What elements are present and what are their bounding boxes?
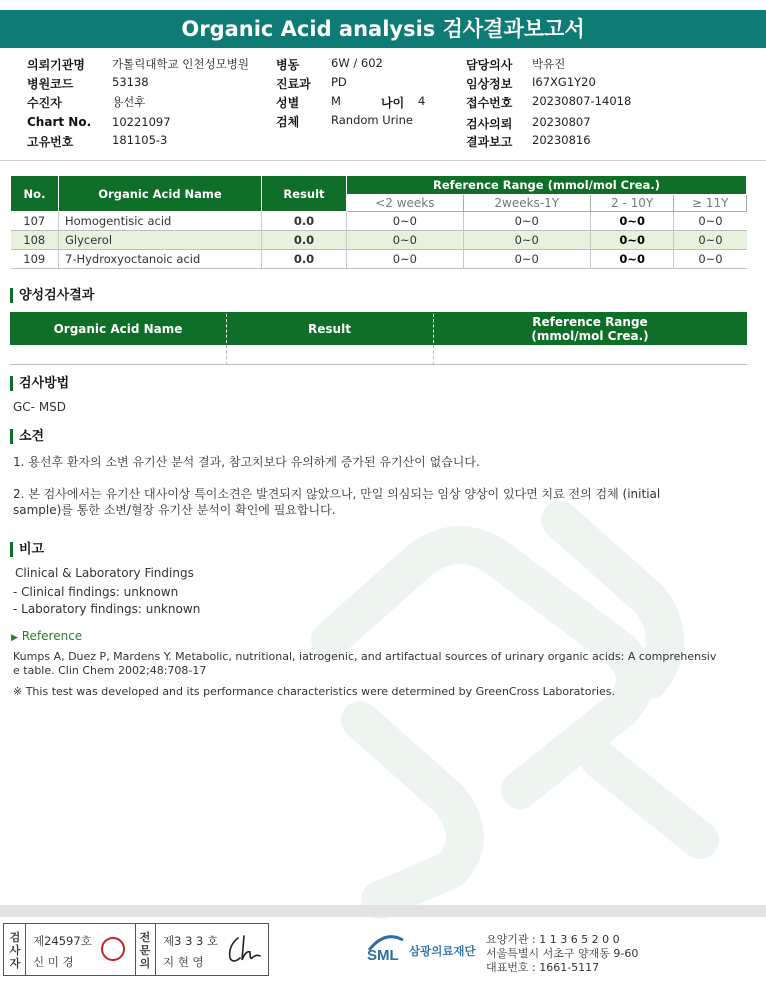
row-ref: 0~0 bbox=[590, 231, 674, 250]
reference-note: ※ This test was developed and its performance characteristics were determined by GreenCross Laboratories. bbox=[13, 685, 616, 698]
handwritten-signature bbox=[224, 932, 266, 968]
ref-col-2weeks-1y: 2weeks-1Y bbox=[463, 194, 590, 212]
footer-band bbox=[0, 905, 766, 917]
pos-header-name: Organic Acid Name bbox=[53, 321, 183, 336]
lab-abbr: SML bbox=[367, 947, 399, 964]
row-name: Homogentisic acid bbox=[59, 212, 262, 231]
value-doctor: 박유진 bbox=[532, 57, 566, 71]
row-ref: 0~0 bbox=[590, 212, 674, 231]
sign2-name: 지 현 영 bbox=[163, 955, 204, 969]
value-receipt-no: 20230807-14018 bbox=[532, 94, 632, 108]
row-no: 108 bbox=[11, 231, 59, 250]
label-department: 진료과 bbox=[276, 77, 311, 91]
value-patient: 용선후 bbox=[112, 95, 146, 109]
sign1-role-2: 사 bbox=[9, 944, 21, 957]
value-request-date: 20230807 bbox=[532, 115, 591, 129]
table-row bbox=[11, 250, 747, 269]
row-ref: 0~0 bbox=[347, 250, 464, 269]
signature-box bbox=[3, 923, 269, 976]
label-request-date: 검사의뢰 bbox=[466, 117, 513, 131]
seal-stamp bbox=[101, 937, 125, 961]
row-ref: 0~0 bbox=[674, 231, 747, 250]
opinion-line-1: 1. 용선후 환자의 소변 유기산 분석 결과, 참고치보다 유의하게 증가된 유기산이 없습니다. bbox=[13, 455, 480, 469]
label-age: 나이 bbox=[381, 96, 405, 110]
label-report-date: 결과보고 bbox=[466, 135, 513, 149]
label-doctor: 담당의사 bbox=[466, 58, 513, 72]
row-name: 7-Hydroxyoctanoic acid bbox=[59, 250, 262, 269]
row-ref: 0~0 bbox=[590, 250, 674, 269]
value-clinical-info: I67XG1Y20 bbox=[532, 75, 596, 89]
label-institution: 의뢰기관명 bbox=[27, 58, 85, 72]
lab-address: 서울특별시 서초구 양재동 9-60 bbox=[486, 947, 639, 960]
table-row bbox=[11, 212, 747, 231]
row-name: Glycerol bbox=[59, 231, 262, 250]
value-unique-no: 181105-3 bbox=[112, 133, 168, 147]
row-ref: 0~0 bbox=[674, 212, 747, 231]
lab-institution-no: 요양기관 : 1 1 3 6 5 2 0 0 bbox=[486, 933, 620, 946]
value-age: 4 bbox=[418, 94, 426, 108]
sign2-role-3: 의 bbox=[139, 957, 151, 970]
lab-name: 삼광의료재단 bbox=[409, 944, 476, 958]
row-result: 0.0 bbox=[262, 212, 347, 231]
positive-table-header bbox=[10, 312, 747, 345]
sign2-role-1: 전 bbox=[139, 931, 151, 944]
row-ref: 0~0 bbox=[463, 250, 590, 269]
col-header-no: No. bbox=[11, 176, 59, 212]
label-clinical-info: 임상정보 bbox=[466, 77, 513, 91]
row-result: 0.0 bbox=[262, 250, 347, 269]
label-unique-no: 고유번호 bbox=[27, 135, 74, 149]
reference-text-1: Kumps A, Duez P, Mardens Y. Metabolic, nutritional, iatrogenic, and artifactual sources of urinary organic acids: A comprehensiv bbox=[13, 650, 717, 663]
col-header-reference: Reference Range (mmol/mol Crea.) bbox=[347, 176, 747, 195]
value-specimen: Random Urine bbox=[331, 113, 413, 127]
sign2-license-no: 제3 3 3 호 bbox=[163, 934, 219, 948]
ref-col-ge11y: ≥ 11Y bbox=[674, 194, 747, 212]
value-ward: 6W / 602 bbox=[331, 56, 383, 70]
col-header-result: Result bbox=[262, 176, 347, 212]
pos-header-reference-line2: (mmol/mol Crea.) bbox=[531, 328, 649, 343]
reference-text-2: e table. Clin Chem 2002;48:708-17 bbox=[13, 664, 207, 677]
sign1-role-1: 검 bbox=[9, 931, 21, 944]
label-specimen: 검체 bbox=[276, 115, 300, 129]
label-chart-no: Chart No. bbox=[27, 115, 92, 129]
sml-logo-icon bbox=[365, 930, 407, 970]
pos-header-reference bbox=[433, 312, 747, 345]
ref-col-2-10y: 2 - 10Y bbox=[590, 194, 674, 212]
row-ref: 0~0 bbox=[463, 231, 590, 250]
remarks-laboratory: - Laboratory findings: unknown bbox=[13, 602, 201, 616]
section-title-opinion: 소견 bbox=[10, 429, 44, 444]
label-receipt-no: 접수번호 bbox=[466, 96, 513, 110]
sign1-name: 신 미 경 bbox=[33, 955, 74, 969]
divider bbox=[0, 160, 766, 161]
pos-header-result: Result bbox=[308, 321, 351, 336]
label-patient: 수진자 bbox=[27, 96, 62, 110]
pos-header-reference-line1: Reference Range bbox=[532, 314, 648, 329]
table-row bbox=[11, 231, 747, 250]
opinion-line-2b: sample)를 통한 소변/혈장 유기산 분석이 확인에 필요합니다. bbox=[13, 503, 336, 517]
row-no: 109 bbox=[11, 250, 59, 269]
row-no: 107 bbox=[11, 212, 59, 231]
value-department: PD bbox=[331, 75, 347, 89]
label-ward: 병동 bbox=[276, 58, 300, 72]
value-sex: M bbox=[331, 94, 341, 108]
section-title-method: 검사방법 bbox=[10, 376, 69, 391]
sign2-role-2: 문 bbox=[139, 944, 151, 957]
remarks-heading: Clinical & Laboratory Findings bbox=[15, 566, 194, 580]
positive-table-empty-row bbox=[10, 345, 747, 365]
sign1-role-3: 자 bbox=[9, 957, 21, 970]
label-hospital-code: 병원코드 bbox=[27, 77, 74, 91]
opinion-line-2a: 2. 본 검사에서는 유기산 대사이상 특이소견은 발견되지 않았으나, 만일 의심되는 임상 양상이 있다면 치료 전의 검체 (initial bbox=[13, 487, 661, 501]
row-ref: 0~0 bbox=[674, 250, 747, 269]
patient-info-block bbox=[0, 56, 766, 156]
lab-phone: 대표번호 : 1661-5117 bbox=[486, 961, 600, 974]
value-hospital-code: 53138 bbox=[112, 75, 149, 89]
col-header-name: Organic Acid Name bbox=[59, 176, 262, 212]
row-ref: 0~0 bbox=[347, 212, 464, 231]
value-chart-no: 10221097 bbox=[112, 115, 171, 129]
sign1-license-no: 제24597호 bbox=[33, 934, 92, 948]
results-table bbox=[10, 175, 747, 269]
report-title: Organic Acid analysis 검사결과보고서 bbox=[0, 10, 766, 48]
remarks-clinical: - Clinical findings: unknown bbox=[13, 585, 179, 599]
ref-col-lt2weeks: <2 weeks bbox=[347, 194, 464, 212]
row-ref: 0~0 bbox=[347, 231, 464, 250]
triangle-icon: ▶ bbox=[11, 633, 18, 643]
reference-heading bbox=[11, 629, 82, 643]
value-report-date: 20230816 bbox=[532, 133, 591, 147]
value-institution: 가톨릭대학교 인천성모병원 bbox=[112, 57, 249, 71]
reference-label: Reference bbox=[21, 629, 83, 643]
row-result: 0.0 bbox=[262, 231, 347, 250]
row-ref: 0~0 bbox=[463, 212, 590, 231]
section-title-positive: 양성검사결과 bbox=[10, 288, 94, 303]
label-sex: 성별 bbox=[276, 96, 300, 110]
section-title-remarks: 비고 bbox=[10, 542, 44, 557]
method-text: GC- MSD bbox=[13, 400, 67, 414]
